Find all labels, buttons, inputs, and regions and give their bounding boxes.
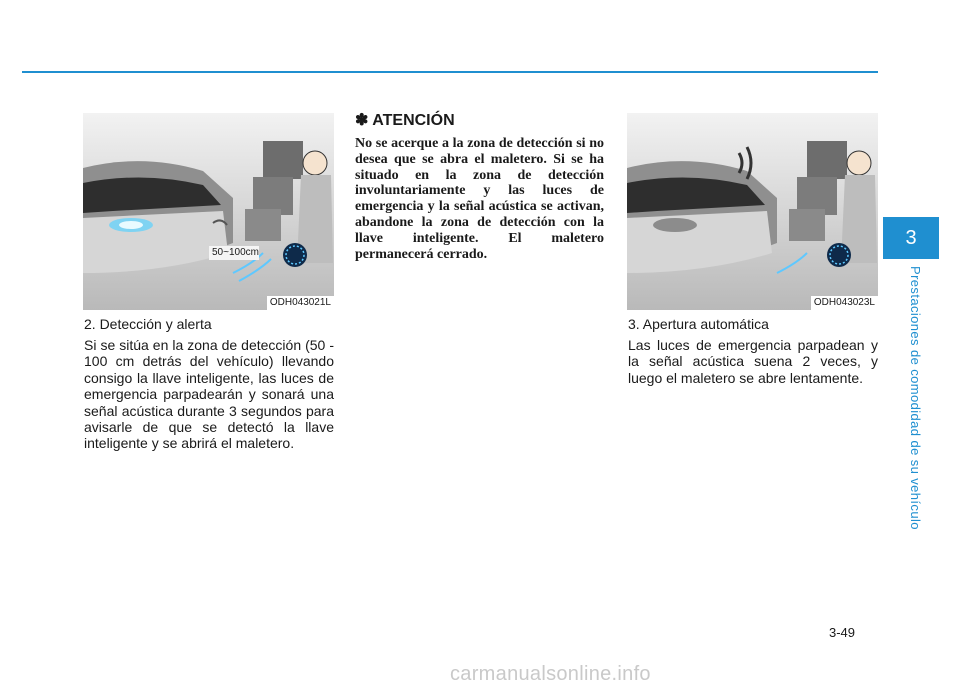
header-rule bbox=[22, 71, 878, 73]
notice-body: No se acerque a la zona de detección si no desea que se abra el maletero. Si se ha situado en la zona de detección involuntariamente y las luces de emergencia y la señal acústica se activan, abandone la zona de detección con la llave inteligente. El maletero permanecerá cerrado. bbox=[355, 136, 604, 262]
car-trunk-opening-illustration bbox=[627, 113, 878, 310]
page-number: 3-49 bbox=[829, 625, 856, 640]
notice-heading: ✽ ATENCIÓN bbox=[355, 112, 455, 129]
figure-automatic-opening bbox=[627, 113, 878, 310]
chapter-side-title: Prestaciones de comodidad de su vehículo bbox=[908, 266, 923, 530]
chapter-tab: 3 bbox=[883, 217, 939, 259]
figure-code: ODH043021L bbox=[267, 296, 334, 310]
figure-code: ODH043023L bbox=[811, 296, 878, 310]
step-title-opening: 3. Apertura automática bbox=[628, 316, 769, 332]
step-body-opening: Las luces de emergencia parpadean y la señal acústica suena 2 veces, y luego el maletero se abre lentamente. bbox=[628, 337, 878, 386]
car-rear-person-illustration bbox=[83, 113, 334, 310]
figure-detection-alert bbox=[83, 113, 334, 310]
watermark: carmanualsonline.info bbox=[450, 663, 651, 685]
step-title-detection: 2. Detección y alerta bbox=[84, 316, 212, 332]
distance-label: 50~100cm bbox=[212, 247, 259, 258]
step-body-detection: Si se sitúa en la zona de detección (50 - 100 cm detrás del vehículo) llevando consigo la llave inteligente, las luces de emergencia parpadearán y sonará una señal acústica durante 3 segundos para avisarle de que se detectó la llave inteligente y se abrirá el maletero. bbox=[84, 337, 334, 452]
